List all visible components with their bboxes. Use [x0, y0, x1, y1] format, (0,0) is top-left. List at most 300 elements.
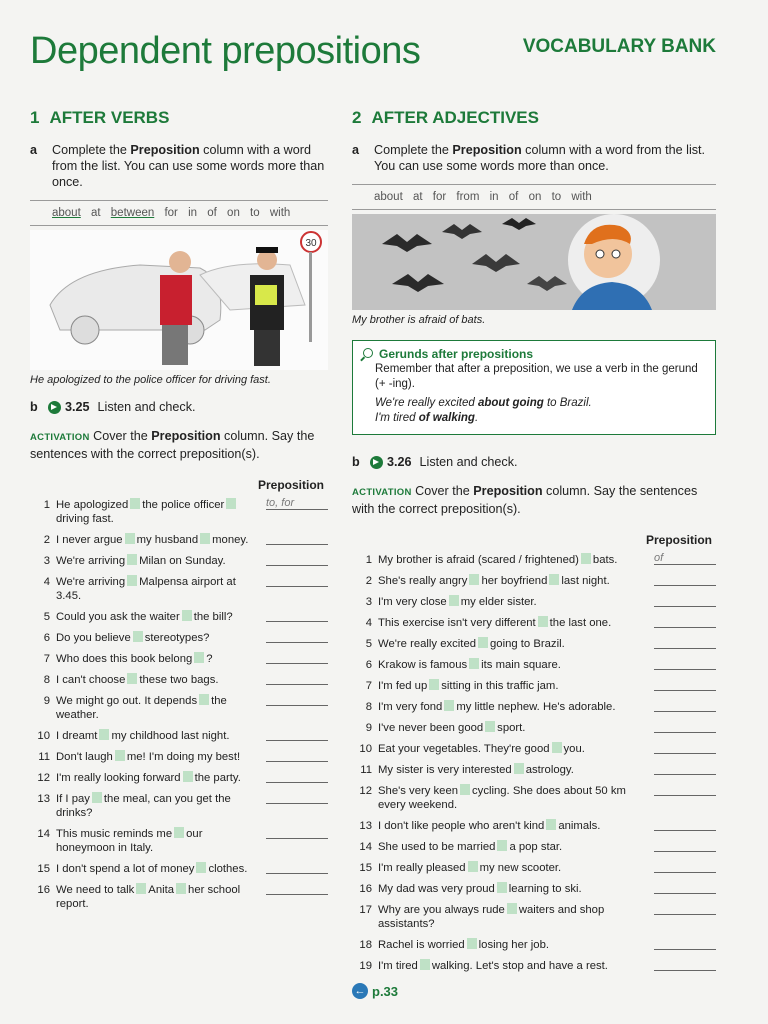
exercise-item — [30, 652, 328, 666]
answer-field[interactable] — [266, 554, 328, 566]
word-list-item: about — [374, 191, 403, 203]
track-number: 3.26 — [387, 455, 412, 469]
exercise-item — [30, 610, 328, 624]
answer-field[interactable] — [654, 658, 716, 670]
after-verbs-column — [30, 108, 328, 918]
word-list-item: of — [508, 191, 519, 203]
magnifier-icon — [363, 348, 373, 358]
exercise-item — [30, 729, 328, 743]
answer-field[interactable] — [266, 729, 328, 741]
exercise-item — [352, 819, 716, 833]
preposition-column-header: Preposition — [257, 478, 324, 492]
instruction-text: Complete the Preposition column with a word from the list. You can use some words more than once. — [374, 143, 706, 173]
sentence-part: Malpensa airport at 3.45. — [56, 576, 236, 602]
exercise-item — [352, 861, 716, 875]
item-number: 15 — [359, 862, 372, 874]
answer-field[interactable] — [654, 819, 716, 831]
word-list-item: on — [227, 207, 240, 219]
item-sentence — [378, 721, 646, 735]
answer-field[interactable]: of — [654, 553, 716, 565]
sentence-part: last night. — [561, 575, 610, 587]
answer-field[interactable] — [266, 862, 328, 874]
sentence-part: the meal, can you get the drinks? — [56, 793, 231, 819]
sentence-part: I don't like people who aren't kind — [378, 820, 545, 832]
answer-field[interactable] — [654, 784, 716, 796]
sentence-part: Anita — [148, 884, 175, 896]
exercise-item — [30, 631, 328, 645]
tip-body — [363, 362, 705, 426]
exercise-item — [30, 750, 328, 764]
item-sentence — [378, 819, 646, 833]
word-list-item: for — [432, 191, 447, 203]
exercise-item — [352, 840, 716, 854]
exercise-item — [30, 827, 328, 855]
sentence-part: my husband — [136, 534, 199, 546]
item-number: 4 — [365, 617, 372, 629]
exercise-item — [352, 763, 716, 777]
word-list — [30, 200, 328, 226]
exercise-item — [30, 498, 328, 526]
listen-text: Listen and check. — [97, 400, 196, 414]
exercise-item — [352, 553, 716, 567]
sentence-part: Could you ask the waiter — [56, 611, 180, 623]
sentence-part: ? — [206, 653, 213, 665]
exercise-item — [352, 882, 716, 896]
item-number: 8 — [365, 701, 372, 713]
answer-field[interactable] — [266, 652, 328, 664]
sentence-part: I dreamt — [56, 730, 98, 742]
sentence-part: I've never been good — [378, 722, 484, 734]
answer-field[interactable] — [266, 827, 328, 839]
answer-field[interactable] — [266, 631, 328, 643]
blank-gap[interactable] — [429, 679, 439, 690]
activation-text: Cover the Preposition column. Say the sentences with the correct preposition(s). — [352, 484, 698, 516]
word-list-item: with — [571, 191, 592, 203]
answer-field[interactable] — [654, 742, 716, 754]
sentence-part: We're really excited — [378, 638, 477, 650]
answer-field[interactable] — [266, 575, 328, 587]
item-sentence — [378, 637, 646, 651]
sentence-part: I'm tired — [378, 960, 418, 972]
bats-illustration — [352, 214, 716, 310]
word-list-item: from — [456, 191, 480, 203]
answer-field[interactable] — [654, 679, 716, 691]
sentence-part: We need to talk — [56, 884, 135, 896]
sentence-part: If I pay — [56, 793, 90, 805]
blank-gap[interactable] — [581, 553, 591, 564]
item-number: 16 — [37, 884, 50, 896]
listen-letter: b — [352, 455, 360, 469]
word-list-item: in — [489, 191, 499, 203]
exercise-item — [352, 637, 716, 651]
blank-gap[interactable] — [194, 652, 204, 663]
sentence-part: We're arriving — [56, 555, 126, 567]
blank-gap[interactable] — [469, 658, 479, 669]
answer-field[interactable] — [654, 840, 716, 852]
blank-gap[interactable] — [125, 533, 135, 544]
sentence-part: its main square. — [481, 659, 561, 671]
page-reference-text: p.33 — [372, 983, 399, 999]
answer-field[interactable] — [266, 750, 328, 762]
sentence-part: I never argue — [56, 534, 123, 546]
sentence-part: She used to be married — [378, 841, 496, 853]
listen-letter: b — [30, 400, 38, 414]
blank-gap[interactable] — [182, 610, 192, 621]
sentence-part: I'm very close — [378, 596, 447, 608]
word-list-item: with — [269, 207, 291, 219]
preposition-column-header: Preposition — [645, 533, 712, 547]
item-sentence — [378, 553, 646, 567]
item-sentence — [378, 959, 646, 973]
sentence-part: I'm really pleased — [378, 862, 466, 874]
item-number: 11 — [360, 764, 372, 776]
section-title: AFTER ADJECTIVES — [371, 108, 539, 127]
sentence-part: my childhood last night. — [111, 730, 230, 742]
word-list-item: at — [90, 207, 101, 219]
item-sentence — [378, 861, 646, 875]
section-heading — [30, 108, 328, 128]
word-list-item: in — [188, 207, 198, 219]
answer-field[interactable] — [654, 574, 716, 586]
sentence-part: She's really angry — [378, 575, 468, 587]
activation-text: Cover the Preposition column. Say the sentences with the correct preposition(s). — [30, 429, 315, 461]
item-number: 10 — [359, 743, 372, 755]
bats-scene-image — [352, 214, 716, 310]
item-number: 3 — [43, 555, 50, 567]
blank-gap[interactable] — [485, 721, 495, 732]
exercise-list — [30, 498, 328, 911]
blank-gap[interactable] — [99, 729, 109, 740]
exercise-item — [352, 574, 716, 588]
answer-field[interactable] — [654, 721, 716, 733]
blank-gap[interactable] — [226, 498, 236, 509]
blank-gap[interactable] — [444, 700, 454, 711]
answer-field[interactable] — [654, 903, 716, 915]
item-number: 8 — [43, 674, 50, 686]
sentence-part: I can't choose — [56, 674, 126, 686]
item-sentence — [378, 938, 646, 952]
sentence-part: I'm very fond — [378, 701, 443, 713]
item-sentence — [378, 763, 646, 777]
blank-gap[interactable] — [133, 631, 143, 642]
blank-gap[interactable] — [467, 938, 477, 949]
blank-gap[interactable] — [200, 533, 210, 544]
sentence-part: her boyfriend — [481, 575, 548, 587]
blank-gap[interactable] — [460, 784, 470, 795]
blank-gap[interactable] — [478, 637, 488, 648]
sentence-part: my little nephew. He's adorable. — [456, 701, 616, 713]
blank-gap[interactable] — [549, 574, 559, 585]
page-reference[interactable] — [352, 983, 716, 999]
sentence-part: My brother is afraid (scared / frightened) — [378, 554, 579, 566]
item-number: 6 — [365, 659, 372, 671]
blank-gap[interactable] — [136, 883, 146, 894]
item-sentence — [378, 903, 646, 931]
exercise-item — [30, 575, 328, 603]
activation-tag: ACTIVATION — [352, 487, 412, 498]
sentence-part: animals. — [558, 820, 601, 832]
blank-gap[interactable] — [538, 616, 548, 627]
item-sentence — [56, 694, 258, 722]
blank-gap[interactable] — [420, 959, 430, 970]
blank-gap[interactable] — [497, 882, 507, 893]
item-sentence — [56, 652, 258, 666]
instruction-text: Complete the Preposition column with a word from the list. You can use some words more than once. — [52, 143, 325, 189]
sentence-part: our honeymoon in Italy. — [56, 828, 203, 854]
exercise-item — [30, 771, 328, 785]
item-number: 12 — [359, 785, 372, 797]
tip-example: I'm tired of walking. — [375, 412, 479, 424]
word-list-item: about — [52, 207, 81, 219]
exercise-item — [352, 616, 716, 630]
answer-field[interactable] — [654, 861, 716, 873]
blank-gap[interactable] — [130, 498, 140, 509]
blank-gap[interactable] — [507, 903, 517, 914]
answer-field[interactable]: to, for — [266, 498, 328, 510]
item-sentence — [378, 882, 646, 896]
illustration-caption: He apologized to the police officer for driving fast. — [30, 374, 271, 386]
item-sentence — [378, 700, 646, 714]
page-title: Dependent prepositions — [30, 30, 421, 72]
sentence-part: Krakow is famous — [378, 659, 468, 671]
word-list-item: of — [207, 207, 217, 219]
instruction — [352, 142, 716, 174]
answer-field[interactable] — [266, 883, 328, 895]
sentence-part: stereotypes? — [144, 632, 210, 644]
tip-title: Gerunds after prepositions — [379, 347, 534, 361]
sentence-part: the weather. — [56, 695, 227, 721]
sentence-part: We might go out. It depends — [56, 695, 198, 707]
exercise-item — [352, 742, 716, 756]
track-number: 3.25 — [65, 400, 90, 414]
blank-gap[interactable] — [174, 827, 184, 838]
arrow-left-icon: ← — [352, 983, 368, 999]
sentence-part: going to Brazil. — [490, 638, 565, 650]
sentence-part: her school report. — [56, 884, 241, 910]
exercise-item — [30, 694, 328, 722]
item-sentence — [56, 631, 258, 645]
tip-heading — [363, 347, 705, 362]
sentence-part: My sister is very interested — [378, 764, 512, 776]
blank-gap[interactable] — [127, 575, 137, 586]
word-list-item: at — [412, 191, 423, 203]
exercise-item — [352, 658, 716, 672]
word-list-item: on — [528, 191, 542, 203]
answer-field[interactable] — [654, 959, 716, 971]
exercise-item — [352, 595, 716, 609]
sentence-part: the last one. — [549, 617, 612, 629]
activation-tag: ACTIVATION — [30, 432, 90, 443]
sentence-part: Eat your vegetables. They're good — [378, 743, 550, 755]
blank-gap[interactable] — [127, 673, 137, 684]
sentence-part: He apologized — [56, 499, 129, 511]
answer-field[interactable] — [266, 610, 328, 622]
item-number: 19 — [359, 960, 372, 972]
activation-instruction — [30, 428, 328, 462]
sentence-part: Milan on Sunday. — [139, 555, 226, 567]
item-number: 9 — [43, 695, 50, 707]
answer-field[interactable] — [654, 616, 716, 628]
item-number: 2 — [365, 575, 372, 587]
item-sentence — [378, 679, 646, 693]
exercise-item — [30, 862, 328, 876]
sentence-part: me! I'm doing my best! — [126, 751, 241, 763]
item-sentence — [378, 616, 646, 630]
blank-gap[interactable] — [183, 771, 193, 782]
sentence-part: I'm fed up — [378, 680, 428, 692]
sentence-part: This music reminds me — [56, 828, 173, 840]
answer-field[interactable] — [266, 792, 328, 804]
word-list-item: to — [250, 207, 260, 219]
sentence-part: My dad was very proud — [378, 883, 495, 895]
sentence-part: you. — [563, 743, 585, 755]
blank-gap[interactable] — [199, 694, 209, 705]
item-number: 5 — [365, 638, 372, 650]
sentence-part: sport. — [497, 722, 526, 734]
answer-field[interactable] — [266, 533, 328, 545]
section-heading — [352, 108, 716, 128]
exercise-item — [352, 959, 716, 973]
item-number: 7 — [365, 680, 372, 692]
item-number: 18 — [359, 939, 372, 951]
sentence-part: I don't spend a lot of money — [56, 863, 195, 875]
answer-field[interactable] — [654, 938, 716, 950]
item-number: 11 — [38, 751, 50, 763]
item-number: 14 — [359, 841, 372, 853]
blank-gap[interactable] — [552, 742, 562, 753]
sentence-part: learning to ski. — [508, 883, 582, 895]
blank-gap[interactable] — [127, 554, 137, 565]
item-number: 9 — [365, 722, 372, 734]
word-list-item: to — [551, 191, 562, 203]
sentence-part: She's very keen — [378, 785, 459, 797]
answer-field[interactable] — [654, 763, 716, 775]
word-list-item: between — [110, 207, 155, 219]
item-sentence — [378, 784, 646, 812]
sentence-part: losing her job. — [478, 939, 549, 951]
item-sentence — [378, 742, 646, 756]
svg-text:30: 30 — [305, 238, 317, 249]
exercise-item — [30, 792, 328, 820]
blank-gap[interactable] — [514, 763, 524, 774]
audio-icon[interactable] — [48, 401, 61, 414]
item-number: 14 — [37, 828, 50, 840]
blank-gap[interactable] — [92, 792, 102, 803]
gerunds-tip-box — [352, 340, 716, 435]
answer-field[interactable] — [654, 595, 716, 607]
sentence-part: driving fast. — [56, 513, 114, 525]
item-number: 13 — [359, 820, 372, 832]
sentence-part: walking. Let's stop and have a rest. — [431, 960, 608, 972]
blank-gap[interactable] — [546, 819, 556, 830]
sentence-part: cycling. She does about 50 km every weekend. — [378, 785, 626, 811]
blank-gap[interactable] — [469, 574, 479, 585]
item-sentence — [378, 840, 646, 854]
item-number: 2 — [43, 534, 50, 546]
vocabulary-bank-label: VOCABULARY BANK — [522, 36, 716, 57]
item-sentence — [56, 827, 258, 855]
item-number: 1 — [365, 554, 372, 566]
exercise-item — [352, 938, 716, 952]
listen-and-check — [30, 400, 328, 414]
exercise-item — [352, 700, 716, 714]
item-number: 7 — [43, 653, 50, 665]
blank-gap[interactable] — [497, 840, 507, 851]
blank-gap[interactable] — [115, 750, 125, 761]
tip-text: Remember that after a preposition, we use a verb in the gerund (+ -ing). — [375, 363, 698, 390]
sentence-part: Do you believe — [56, 632, 131, 644]
sentence-part: my elder sister. — [460, 596, 537, 608]
sentence-part: the party. — [194, 772, 241, 784]
sentence-part: This exercise isn't very different — [378, 617, 536, 629]
answer-field[interactable] — [266, 673, 328, 685]
word-list-item: for — [164, 207, 178, 219]
item-sentence — [56, 729, 258, 743]
item-number: 16 — [359, 883, 372, 895]
sentence-part: a pop star. — [509, 841, 563, 853]
blank-gap[interactable] — [468, 861, 478, 872]
sentence-part: Don't laugh — [56, 751, 113, 763]
blank-gap[interactable] — [196, 862, 206, 873]
exercise-item — [352, 903, 716, 931]
item-sentence — [56, 883, 258, 911]
item-number: 5 — [43, 611, 50, 623]
exercise-item — [30, 883, 328, 911]
item-number: 17 — [359, 904, 372, 916]
item-sentence — [56, 750, 258, 764]
blank-gap[interactable] — [449, 595, 459, 606]
sentence-part: Why are you always rude — [378, 904, 505, 916]
item-sentence — [56, 771, 258, 785]
sentence-part: waiters and shop assistants? — [378, 904, 605, 930]
item-sentence — [56, 533, 258, 547]
item-sentence — [56, 862, 258, 876]
audio-icon[interactable] — [370, 456, 383, 469]
item-sentence — [56, 554, 258, 568]
item-number: 6 — [43, 632, 50, 644]
blank-gap[interactable] — [176, 883, 186, 894]
sentence-part: I'm really looking forward — [56, 772, 181, 784]
sentence-part: Rachel is worried — [378, 939, 465, 951]
answer-field[interactable] — [654, 700, 716, 712]
answer-field[interactable] — [266, 694, 328, 706]
item-number: 1 — [43, 499, 50, 511]
item-sentence — [378, 595, 646, 609]
item-sentence — [378, 574, 646, 588]
instruction-letter: a — [352, 143, 360, 157]
item-number: 12 — [37, 772, 50, 784]
exercise-item — [352, 721, 716, 735]
answer-field[interactable] — [654, 882, 716, 894]
item-number: 3 — [365, 596, 372, 608]
sentence-part: money. — [212, 534, 249, 546]
answer-field[interactable] — [654, 637, 716, 649]
section-number: 1 — [30, 108, 40, 127]
item-sentence — [56, 610, 258, 624]
exercise-list — [352, 553, 716, 973]
item-number: 4 — [43, 576, 50, 588]
sentence-part: We're arriving — [56, 576, 126, 588]
tip-example: We're really excited about going to Brazil. — [375, 397, 592, 409]
section-number: 2 — [352, 108, 362, 127]
sentence-part: the bill? — [193, 611, 233, 623]
answer-field[interactable] — [266, 771, 328, 783]
item-sentence — [56, 575, 258, 603]
after-adjectives-column — [352, 108, 716, 999]
sentence-part: my new scooter. — [479, 862, 562, 874]
sentence-part: astrology. — [525, 764, 574, 776]
word-list — [352, 184, 716, 210]
